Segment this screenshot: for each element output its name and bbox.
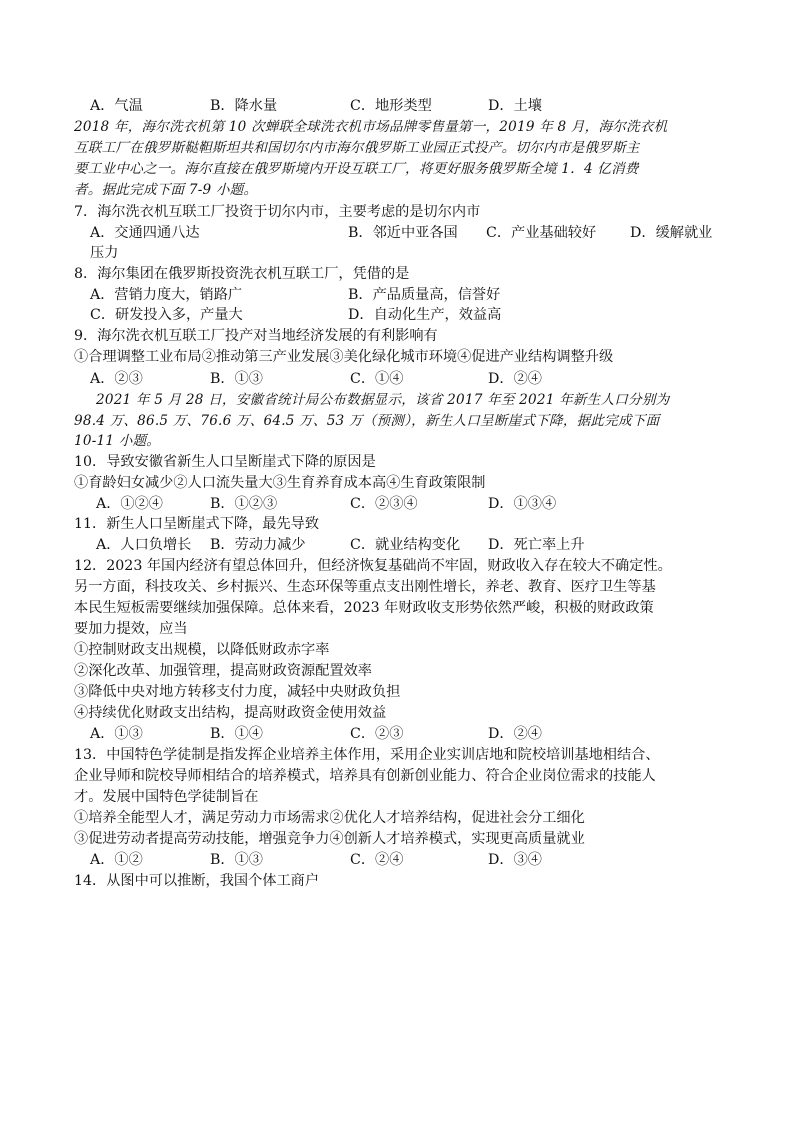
q12-stem-line: 另一方面，科技攻关、乡村振兴、生态环保等重点支出刚性增长，养老、教育、医疗卫生等基 xyxy=(74,579,656,595)
passage1-line: 要工业中心之一。海尔直接在俄罗斯境内开设互联工厂，将更好服务俄罗斯全境 1．4 亿消费 xyxy=(74,161,639,177)
q13-option-c: C．②④ xyxy=(350,852,404,868)
q6-option-b: B．降水量 xyxy=(210,98,278,114)
passage2-line: 98.4 万、86.5 万、76.6 万、64.5 万、53 万（预测），新生人口呈断崖式下降，据此完成下面 xyxy=(74,413,660,429)
q12-stem-line: 本民生短板需要继续加强保障。总体来看，2023 年财政收支形势依然严峻，积极的财政政策 xyxy=(74,600,654,616)
q8-option-b: B．产品质量高，信誉好 xyxy=(348,287,501,303)
q8-option-a: A．营销力度大，销路广 xyxy=(90,287,243,303)
q10-items: ①育龄妇女减少②人口流失量大③生育养育成本高④生育政策限制 xyxy=(74,475,486,491)
passage1-line: 互联工厂在俄罗斯鞑靼斯坦共和国切尔内市海尔俄罗斯工业园正式投产。切尔内市是俄罗斯主 xyxy=(74,140,640,156)
q12-option-c: C．②③ xyxy=(350,726,404,742)
q11-stem: 11．新生人口呈断崖式下降，最先导致 xyxy=(74,516,320,532)
q12-stem-line: 12．2023 年国内经济有望总体回升，但经济恢复基础尚不牢固，财政收入存在较大不确定性。 xyxy=(74,558,672,574)
q10-option-c: C．②③④ xyxy=(350,496,418,512)
passage1-line: 2018 年，海尔洗衣机第 10 次蝉联全球洗衣机市场品牌零售量第一，2019 年 8 月，海尔洗衣机 xyxy=(74,119,668,135)
q10-option-b: B．①②③ xyxy=(210,496,278,512)
passage1-line: 者。据此完成下面 7-9 小题。 xyxy=(74,182,258,198)
q14-stem: 14．从图中可以推断，我国个体工商户 xyxy=(74,873,320,889)
q13-stem-line: 13．中国特色学徒制是指发挥企业培养主体作用，采用企业实训店地和院校培训基地相结合、 xyxy=(74,747,660,763)
q11-option-d: D．死亡率上升 xyxy=(488,537,585,553)
q7-option-d-wrap: 压力 xyxy=(90,245,119,261)
q11-option-a: A．人口负增长 xyxy=(96,537,192,553)
q13-option-a: A．①② xyxy=(90,852,143,868)
q12-option-a: A．①③ xyxy=(90,726,143,742)
q13-item: ③促进劳动者提高劳动技能，增强竞争力④创新人才培养模式，实现更高质量就业 xyxy=(74,831,585,847)
passage2-line: 10-11 小题。 xyxy=(74,433,161,449)
q13-stem-line: 企业导师和院校导师相结合的培养模式，培养具有创新创业能力、符合企业岗位需求的技能人 xyxy=(74,768,656,784)
q11-option-c: C．就业结构变化 xyxy=(350,537,461,553)
passage2-line: 2021 年 5 月 28 日，安徽省统计局公布数据显示，该省 2017 年至 2021 年新生人口分别为 xyxy=(96,392,670,408)
q13-option-d: D．③④ xyxy=(488,852,542,868)
q13-option-b: B．①③ xyxy=(210,852,263,868)
q12-item: ②深化改革、加强管理，提高财政资源配置效率 xyxy=(74,663,372,679)
q9-option-b: B．①③ xyxy=(210,371,263,387)
q12-option-d: D．②④ xyxy=(488,726,542,742)
q9-option-a: A．②③ xyxy=(90,371,143,387)
q13-item: ①培养全能型人才，满足劳动力市场需求②优化人才培养结构，促进社会分工细化 xyxy=(74,810,585,826)
q7-option-c: C．产业基础较好 xyxy=(486,225,597,241)
q8-option-c: C．研发投入多，产量大 xyxy=(90,307,243,323)
q9-stem: 9．海尔洗衣机互联工厂投产对当地经济发展的有利影响有 xyxy=(74,328,438,344)
q9-items: ①合理调整工业布局②推动第三产业发展③美化绿化城市环境④促进产业结构调整升级 xyxy=(74,349,614,365)
q6-option-a: A．气温 xyxy=(90,98,143,114)
q12-option-b: B．①④ xyxy=(210,726,263,742)
q7-stem: 7．海尔洗衣机互联工厂投资于切尔内市，主要考虑的是切尔内市 xyxy=(74,204,481,220)
q10-option-a: A．①②④ xyxy=(96,496,163,512)
q7-option-a: A．交通四通八达 xyxy=(90,225,200,241)
q12-stem-line: 要加力提效，应当 xyxy=(74,621,188,637)
q8-option-d: D．自动化生产，效益高 xyxy=(348,307,502,323)
q8-stem: 8．海尔集团在俄罗斯投资洗衣机互联工厂，凭借的是 xyxy=(74,266,410,282)
q13-stem-line: 才。发展中国特色学徒制旨在 xyxy=(74,789,259,805)
q7-option-d: D．缓解就业 xyxy=(630,225,713,241)
q9-option-c: C．①④ xyxy=(350,371,404,387)
q6-option-c: C．地形类型 xyxy=(350,98,432,114)
q10-stem: 10．导致安徽省新生人口呈断崖式下降的原因是 xyxy=(74,454,376,470)
q6-option-d: D．土壤 xyxy=(488,98,542,114)
q12-item: ④持续优化财政支出结构，提高财政资金使用效益 xyxy=(74,705,387,721)
q11-option-b: B．劳动力减少 xyxy=(210,537,306,553)
q12-item: ③降低中央对地方转移支付力度，减轻中央财政负担 xyxy=(74,684,401,700)
q7-option-b: B．邻近中亚各国 xyxy=(348,225,458,241)
q10-option-d: D．①③④ xyxy=(488,496,557,512)
q9-option-d: D．②④ xyxy=(488,371,542,387)
q12-item: ①控制财政支出规模，以降低财政赤字率 xyxy=(74,642,330,658)
